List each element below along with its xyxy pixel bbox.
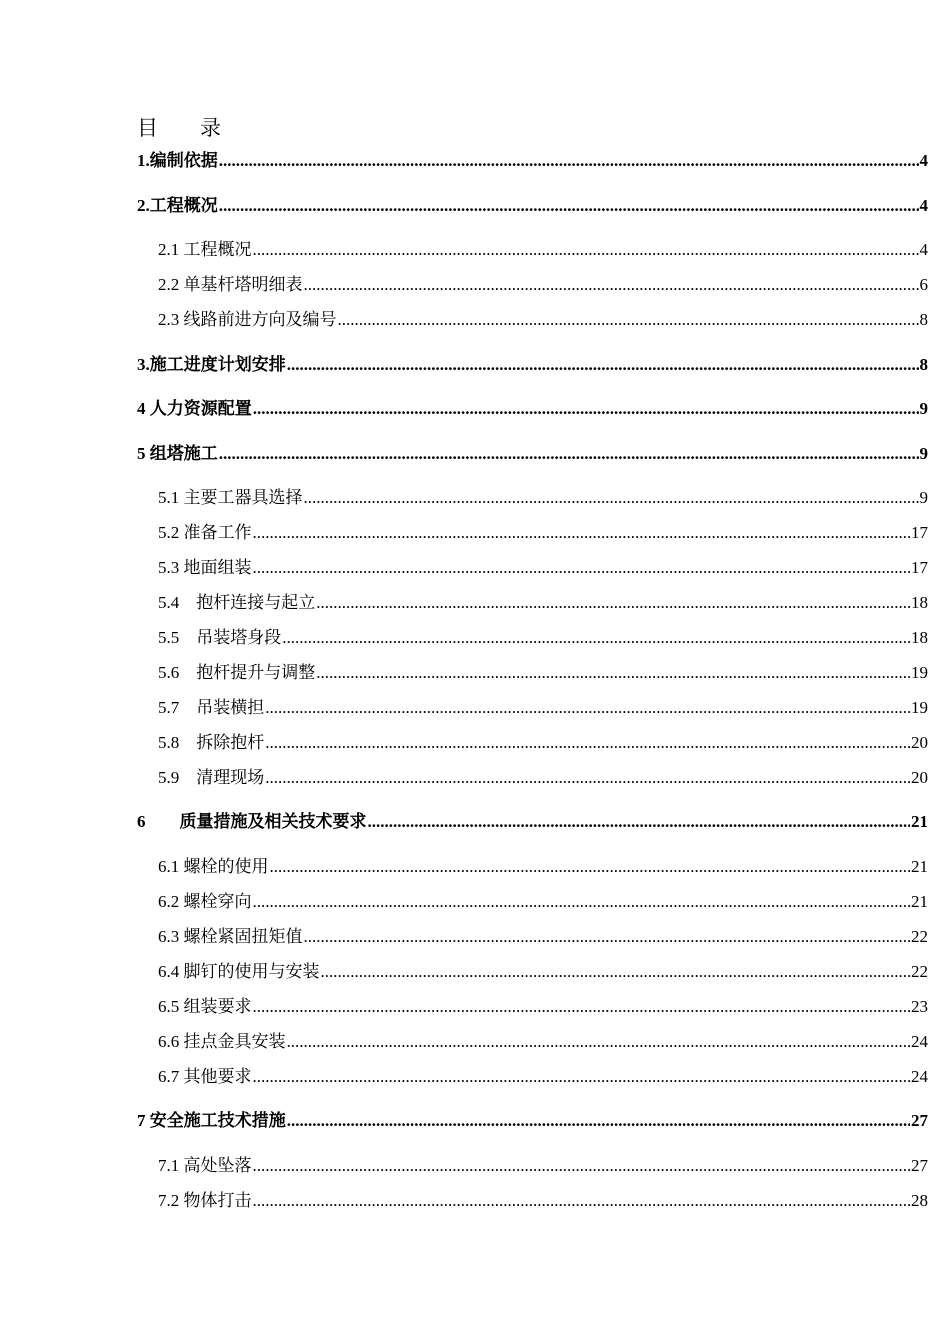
toc-entry[interactable] [158, 695, 928, 719]
dot-leader [253, 557, 911, 579]
toc-entry-page: 28 [911, 1191, 928, 1210]
dot-leader [282, 627, 910, 649]
toc-entry-label: 2.2 单基杆塔明细表 [158, 275, 303, 294]
toc-entry-page: 21 [911, 812, 928, 831]
toc-entry-page: 24 [911, 1032, 928, 1051]
dot-leader [304, 274, 919, 296]
toc-entry-page: 8 [919, 310, 928, 329]
toc-entry-label: 6.1 螺栓的使用 [158, 857, 269, 876]
dot-leader [304, 487, 919, 509]
toc-entry-label: 5.2 准备工作 [158, 523, 252, 542]
toc-entry-page: 24 [911, 1067, 928, 1086]
toc-entry[interactable] [158, 660, 928, 684]
dot-leader [265, 767, 910, 789]
toc-entry-label: 6.5 组装要求 [158, 997, 252, 1016]
toc-entry-label: 5.7 吊装横担 [158, 698, 265, 717]
toc-entry-label: 1.编制依据 [137, 151, 218, 170]
dot-leader [270, 856, 911, 878]
toc-entry-page: 8 [919, 355, 928, 374]
toc-entry-label: 7.2 物体打击 [158, 1191, 252, 1210]
toc-entry[interactable] [158, 625, 928, 649]
toc-title: 目 录 [137, 116, 221, 140]
toc-entry-page: 20 [911, 733, 928, 752]
toc-entry-page: 19 [911, 698, 928, 717]
dot-leader [368, 811, 911, 833]
toc-entry-label: 5.1 主要工器具选择 [158, 488, 303, 507]
toc-entry-label: 5.6 抱杆提升与调整 [158, 663, 316, 682]
toc-entry-page: 6 [919, 275, 928, 294]
toc-entry[interactable] [137, 193, 928, 217]
toc-entry[interactable] [158, 994, 928, 1018]
dot-leader [253, 522, 911, 544]
dot-leader [287, 1110, 910, 1132]
toc-entry[interactable] [158, 730, 928, 754]
dot-leader [316, 662, 910, 684]
toc-entry-page: 17 [911, 523, 928, 542]
dot-leader [219, 195, 919, 217]
toc-entry-page: 20 [911, 768, 928, 787]
dot-leader [321, 961, 911, 983]
toc-entry[interactable] [158, 485, 928, 509]
toc-entry-page: 9 [919, 488, 928, 507]
dot-leader [265, 732, 910, 754]
dot-leader [253, 891, 911, 913]
dot-leader [253, 996, 911, 1018]
dot-leader [265, 697, 910, 719]
toc-entry-page: 9 [919, 444, 928, 463]
toc-entry[interactable] [158, 237, 928, 261]
toc-entry[interactable] [137, 809, 928, 833]
toc-entry[interactable] [158, 555, 928, 579]
dot-leader [219, 443, 919, 465]
toc-entry[interactable] [158, 765, 928, 789]
toc-entry-label: 6.3 螺栓紧固扭矩值 [158, 927, 303, 946]
toc-entry-label: 2.工程概况 [137, 196, 218, 215]
toc-entry[interactable] [137, 441, 928, 465]
dot-leader [253, 1190, 911, 1212]
toc-entry-label: 5.8 拆除抱杆 [158, 733, 265, 752]
toc-entry-label: 6.2 螺栓穿向 [158, 892, 252, 911]
dot-leader [253, 1155, 911, 1177]
toc-entry[interactable] [158, 854, 928, 878]
toc-entry[interactable] [137, 396, 928, 420]
toc-entry-label: 3.施工进度计划安排 [137, 355, 286, 374]
toc-entry[interactable] [158, 959, 928, 983]
toc-entry-label: 5 组塔施工 [137, 444, 218, 463]
toc-entry-label: 7.1 高处坠落 [158, 1156, 252, 1175]
toc-entry-page: 4 [919, 151, 928, 170]
toc-entry-label: 5.3 地面组装 [158, 558, 252, 577]
toc-entry[interactable] [137, 1108, 928, 1132]
toc-entry[interactable] [137, 352, 928, 376]
toc-entry[interactable] [158, 590, 928, 614]
toc-entry-label: 6.7 其他要求 [158, 1067, 252, 1086]
dot-leader [253, 398, 919, 420]
toc-entry[interactable] [158, 889, 928, 913]
toc-entry-label: 2.3 线路前进方向及编号 [158, 310, 337, 329]
toc-entry-label: 5.4 抱杆连接与起立 [158, 593, 316, 612]
toc-entry-label: 7 安全施工技术措施 [137, 1111, 286, 1130]
dot-leader [287, 354, 919, 376]
toc-entry-label: 5.5 吊装塔身段 [158, 628, 282, 647]
toc-entry[interactable] [158, 272, 928, 296]
toc-entry[interactable] [137, 148, 928, 172]
dot-leader [338, 309, 919, 331]
toc-entry-page: 21 [911, 857, 928, 876]
toc-entry-page: 22 [911, 927, 928, 946]
dot-leader [219, 150, 919, 172]
toc-entry-page: 23 [911, 997, 928, 1016]
toc-entry-label: 2.1 工程概况 [158, 240, 252, 259]
toc-entry[interactable] [158, 1188, 928, 1212]
dot-leader [253, 1066, 911, 1088]
toc-entry-page: 27 [911, 1111, 928, 1130]
toc-entry-label: 6.4 脚钉的使用与安装 [158, 962, 320, 981]
toc-entry-label: 6.6 挂点金具安装 [158, 1032, 286, 1051]
dot-leader [304, 926, 911, 948]
dot-leader [287, 1031, 911, 1053]
toc-entry-page: 22 [911, 962, 928, 981]
toc-entry[interactable] [158, 924, 928, 948]
dot-leader [253, 239, 919, 261]
toc-entry-page: 4 [919, 240, 928, 259]
toc-entry[interactable] [158, 1029, 928, 1053]
toc-entry-page: 9 [919, 399, 928, 418]
toc-entry-label: 4 人力资源配置 [137, 399, 252, 418]
toc-entry-page: 17 [911, 558, 928, 577]
toc-entry-label: 6 质量措施及相关技术要求 [137, 812, 367, 831]
toc-entry-page: 19 [911, 663, 928, 682]
toc-entry[interactable] [158, 1153, 928, 1177]
toc-entry[interactable] [158, 307, 928, 331]
toc-entry-page: 27 [911, 1156, 928, 1175]
toc-entry-label: 5.9 清理现场 [158, 768, 265, 787]
toc-entry-page: 18 [911, 593, 928, 612]
toc-entry-page: 4 [919, 196, 928, 215]
toc-entry[interactable] [158, 520, 928, 544]
dot-leader [316, 592, 910, 614]
toc-entry-page: 18 [911, 628, 928, 647]
toc-entry-page: 21 [911, 892, 928, 911]
toc-entry[interactable] [158, 1064, 928, 1088]
